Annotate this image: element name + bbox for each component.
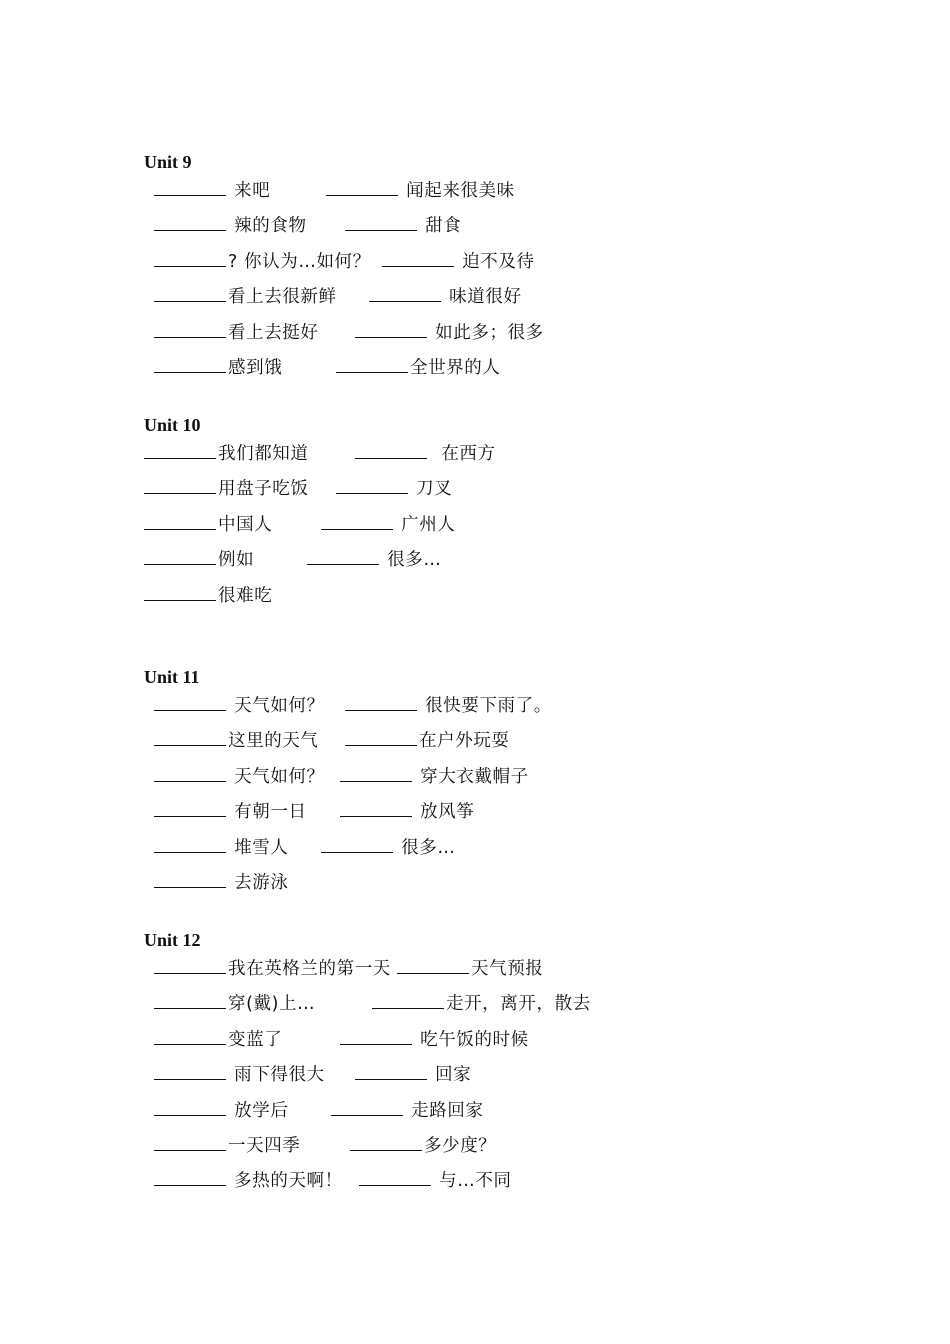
vocab-entry xyxy=(154,1060,325,1088)
answer-blank[interactable] xyxy=(397,954,469,974)
vocab-meaning: 穿(戴)上… xyxy=(228,994,316,1015)
answer-blank[interactable] xyxy=(144,510,216,530)
vocab-meaning: 很多… xyxy=(395,837,456,858)
answer-blank[interactable] xyxy=(154,691,226,711)
unit-title: Unit 9 xyxy=(144,152,192,172)
answer-blank[interactable] xyxy=(154,954,226,974)
answer-blank[interactable] xyxy=(154,1025,226,1045)
vocab-row xyxy=(144,282,784,317)
vocab-meaning: 吃午饭的时候 xyxy=(414,1029,529,1050)
unit-10-section xyxy=(144,414,784,616)
vocab-entry xyxy=(355,1060,471,1088)
vocab-meaning: 这里的天气 xyxy=(228,731,319,752)
vocab-meaning: 放风筝 xyxy=(414,802,475,823)
vocab-entry xyxy=(321,510,455,538)
vocab-meaning: 天气预报 xyxy=(471,959,544,979)
answer-blank[interactable] xyxy=(350,1131,422,1151)
vocab-row xyxy=(144,1096,784,1131)
answer-blank[interactable] xyxy=(355,439,427,459)
vocab-meaning: 来吧 xyxy=(228,181,271,201)
answer-blank[interactable] xyxy=(340,797,412,817)
vocab-meaning: 我在英格兰的第一天 xyxy=(228,959,391,979)
vocab-meaning: 闻起来很美味 xyxy=(400,181,515,201)
answer-blank[interactable] xyxy=(340,762,412,782)
vocab-entry xyxy=(340,797,474,825)
answer-blank[interactable] xyxy=(321,833,393,853)
answer-blank[interactable] xyxy=(372,989,444,1009)
vocab-row xyxy=(144,868,784,903)
vocab-entry xyxy=(345,691,552,719)
answer-blank[interactable] xyxy=(331,1096,403,1116)
unit-title: Unit 12 xyxy=(144,930,201,950)
unit-title: Unit 11 xyxy=(144,667,200,687)
vocab-row xyxy=(144,1166,784,1201)
answer-blank[interactable] xyxy=(336,474,408,494)
vocab-meaning: 很多… xyxy=(381,550,442,571)
vocab-row xyxy=(144,989,784,1024)
answer-blank[interactable] xyxy=(144,545,216,565)
vocab-row xyxy=(144,474,784,509)
answer-blank[interactable] xyxy=(154,247,226,267)
answer-blank[interactable] xyxy=(154,989,226,1009)
answer-blank[interactable] xyxy=(382,247,454,267)
answer-blank[interactable] xyxy=(154,1096,226,1116)
answer-blank[interactable] xyxy=(154,282,226,302)
vocab-meaning: 辣的食物 xyxy=(228,216,307,237)
vocab-meaning: 很难吃 xyxy=(218,585,273,606)
vocab-entry xyxy=(154,762,325,790)
vocab-row xyxy=(144,581,784,616)
vocab-meaning: 天气如何？ xyxy=(228,766,325,787)
vocab-entry xyxy=(397,954,543,982)
vocab-row xyxy=(144,726,784,761)
vocab-meaning: 走路回家 xyxy=(405,1100,484,1121)
answer-blank[interactable] xyxy=(154,353,226,373)
vocab-row xyxy=(144,1131,784,1166)
vocab-meaning: 放学后 xyxy=(228,1100,289,1121)
answer-blank[interactable] xyxy=(154,833,226,853)
vocab-row xyxy=(144,439,784,474)
vocab-entry xyxy=(355,439,496,467)
vocab-list xyxy=(144,439,784,616)
vocab-meaning: 很快要下雨了。 xyxy=(419,696,552,716)
vocab-entry xyxy=(321,833,455,861)
vocab-entry xyxy=(154,1166,343,1194)
vocab-meaning: 味道很好 xyxy=(443,287,522,308)
vocab-meaning: ? 你认为…如何？ xyxy=(228,251,371,272)
answer-blank[interactable] xyxy=(154,797,226,817)
vocab-meaning: 变蓝了 xyxy=(228,1029,283,1050)
vocab-entry xyxy=(154,691,325,719)
answer-blank[interactable] xyxy=(154,318,226,338)
vocab-list xyxy=(144,691,784,903)
vocab-row xyxy=(144,691,784,726)
unit-12-section xyxy=(144,929,784,1202)
vocab-row xyxy=(144,353,784,388)
vocab-meaning: 广州人 xyxy=(395,514,456,535)
vocab-meaning: 与…不同 xyxy=(433,1171,512,1192)
vocab-entry xyxy=(372,989,591,1017)
vocab-meaning: 有朝一日 xyxy=(228,802,307,823)
vocab-entry xyxy=(359,1166,512,1194)
answer-blank[interactable] xyxy=(154,176,226,196)
vocab-meaning: 刀叉 xyxy=(410,479,453,500)
vocab-entry xyxy=(154,282,337,310)
vocab-meaning: 走开，离开，散去 xyxy=(446,994,591,1015)
vocab-entry xyxy=(154,1025,282,1053)
answer-blank[interactable] xyxy=(345,726,417,746)
answer-blank[interactable] xyxy=(154,1131,226,1151)
vocab-entry xyxy=(345,726,510,754)
vocab-meaning: 我们都知道 xyxy=(218,444,309,464)
answer-blank[interactable] xyxy=(154,726,226,746)
answer-blank[interactable] xyxy=(144,581,216,601)
answer-blank[interactable] xyxy=(326,176,398,196)
answer-blank[interactable] xyxy=(144,474,216,494)
vocab-entry xyxy=(154,726,319,754)
vocab-row xyxy=(144,1060,784,1095)
answer-blank[interactable] xyxy=(345,211,417,231)
vocab-meaning: 一天四季 xyxy=(228,1135,301,1156)
vocab-row xyxy=(144,318,784,353)
vocab-entry xyxy=(336,474,452,502)
vocab-entry xyxy=(307,545,441,573)
vocab-list xyxy=(144,176,784,388)
vocab-entry xyxy=(154,989,315,1017)
vocab-entry xyxy=(154,318,319,346)
unit-11-section xyxy=(144,666,784,903)
vocab-meaning: 堆雪人 xyxy=(228,837,289,858)
vocab-entry xyxy=(144,581,272,609)
vocab-entry xyxy=(154,954,391,982)
vocab-row xyxy=(144,176,784,211)
vocab-meaning: 例如 xyxy=(218,550,255,571)
vocab-entry xyxy=(331,1096,484,1124)
vocab-entry xyxy=(369,282,522,310)
vocab-meaning: 甜食 xyxy=(419,216,462,237)
vocab-entry xyxy=(154,1131,300,1159)
vocab-entry xyxy=(355,318,544,346)
answer-blank[interactable] xyxy=(369,282,441,302)
vocab-entry xyxy=(154,353,282,381)
answer-blank[interactable] xyxy=(154,211,226,231)
vocab-meaning: 在西方 xyxy=(429,444,496,464)
answer-blank[interactable] xyxy=(321,510,393,530)
vocab-row xyxy=(144,762,784,797)
vocab-meaning: 感到饿 xyxy=(228,357,283,378)
vocab-meaning: 穿大衣戴帽子 xyxy=(414,766,529,787)
vocab-meaning: 回家 xyxy=(429,1065,472,1086)
vocab-meaning: 迫不及待 xyxy=(456,251,535,272)
vocab-row xyxy=(144,797,784,832)
vocab-entry xyxy=(340,1025,529,1053)
answer-blank[interactable] xyxy=(336,353,408,373)
vocab-entry xyxy=(154,247,371,275)
vocab-row xyxy=(144,545,784,580)
answer-blank[interactable] xyxy=(340,1025,412,1045)
vocab-meaning: 多热的天啊！ xyxy=(228,1171,343,1192)
vocab-meaning: 如此多；很多 xyxy=(429,322,544,343)
vocab-meaning: 在户外玩耍 xyxy=(419,731,510,752)
vocab-meaning: 看上去很新鲜 xyxy=(228,287,337,308)
vocab-entry xyxy=(144,510,272,538)
answer-blank[interactable] xyxy=(355,1060,427,1080)
answer-blank[interactable] xyxy=(144,439,216,459)
answer-blank[interactable] xyxy=(359,1166,431,1186)
answer-blank[interactable] xyxy=(345,691,417,711)
vocab-entry xyxy=(154,833,288,861)
answer-blank[interactable] xyxy=(154,762,226,782)
vocab-row xyxy=(144,954,784,989)
vocab-meaning: 天气如何？ xyxy=(228,696,325,716)
vocab-entry xyxy=(144,545,254,573)
vocab-entry xyxy=(154,797,307,825)
vocab-entry xyxy=(144,439,309,467)
vocab-meaning: 全世界的人 xyxy=(410,357,501,378)
answer-blank[interactable] xyxy=(154,868,226,888)
vocab-entry xyxy=(326,176,515,204)
vocab-row xyxy=(144,211,784,246)
vocab-entry xyxy=(154,176,270,204)
unit-title: Unit 10 xyxy=(144,415,201,435)
vocab-meaning: 看上去挺好 xyxy=(228,322,319,343)
vocab-entry xyxy=(144,474,309,502)
vocab-entry xyxy=(154,211,307,239)
answer-blank[interactable] xyxy=(154,1060,226,1080)
vocab-meaning: 多少度？ xyxy=(424,1135,497,1156)
answer-blank[interactable] xyxy=(154,1166,226,1186)
vocab-entry xyxy=(336,353,501,381)
vocab-entry xyxy=(382,247,535,275)
vocab-list xyxy=(144,954,784,1202)
vocab-entry xyxy=(154,1096,288,1124)
vocab-meaning: 去游泳 xyxy=(228,872,289,893)
vocab-entry xyxy=(345,211,461,239)
vocab-entry xyxy=(350,1131,496,1159)
answer-blank[interactable] xyxy=(355,318,427,338)
vocab-row xyxy=(144,247,784,282)
unit-9-section xyxy=(144,151,784,388)
vocab-meaning: 雨下得很大 xyxy=(228,1065,325,1086)
vocab-entry xyxy=(154,868,288,896)
vocab-row xyxy=(144,833,784,868)
vocab-meaning: 中国人 xyxy=(218,514,273,535)
vocab-entry xyxy=(340,762,529,790)
vocab-meaning: 用盘子吃饭 xyxy=(218,479,309,500)
answer-blank[interactable] xyxy=(307,545,379,565)
vocab-row xyxy=(144,510,784,545)
vocab-row xyxy=(144,1025,784,1060)
